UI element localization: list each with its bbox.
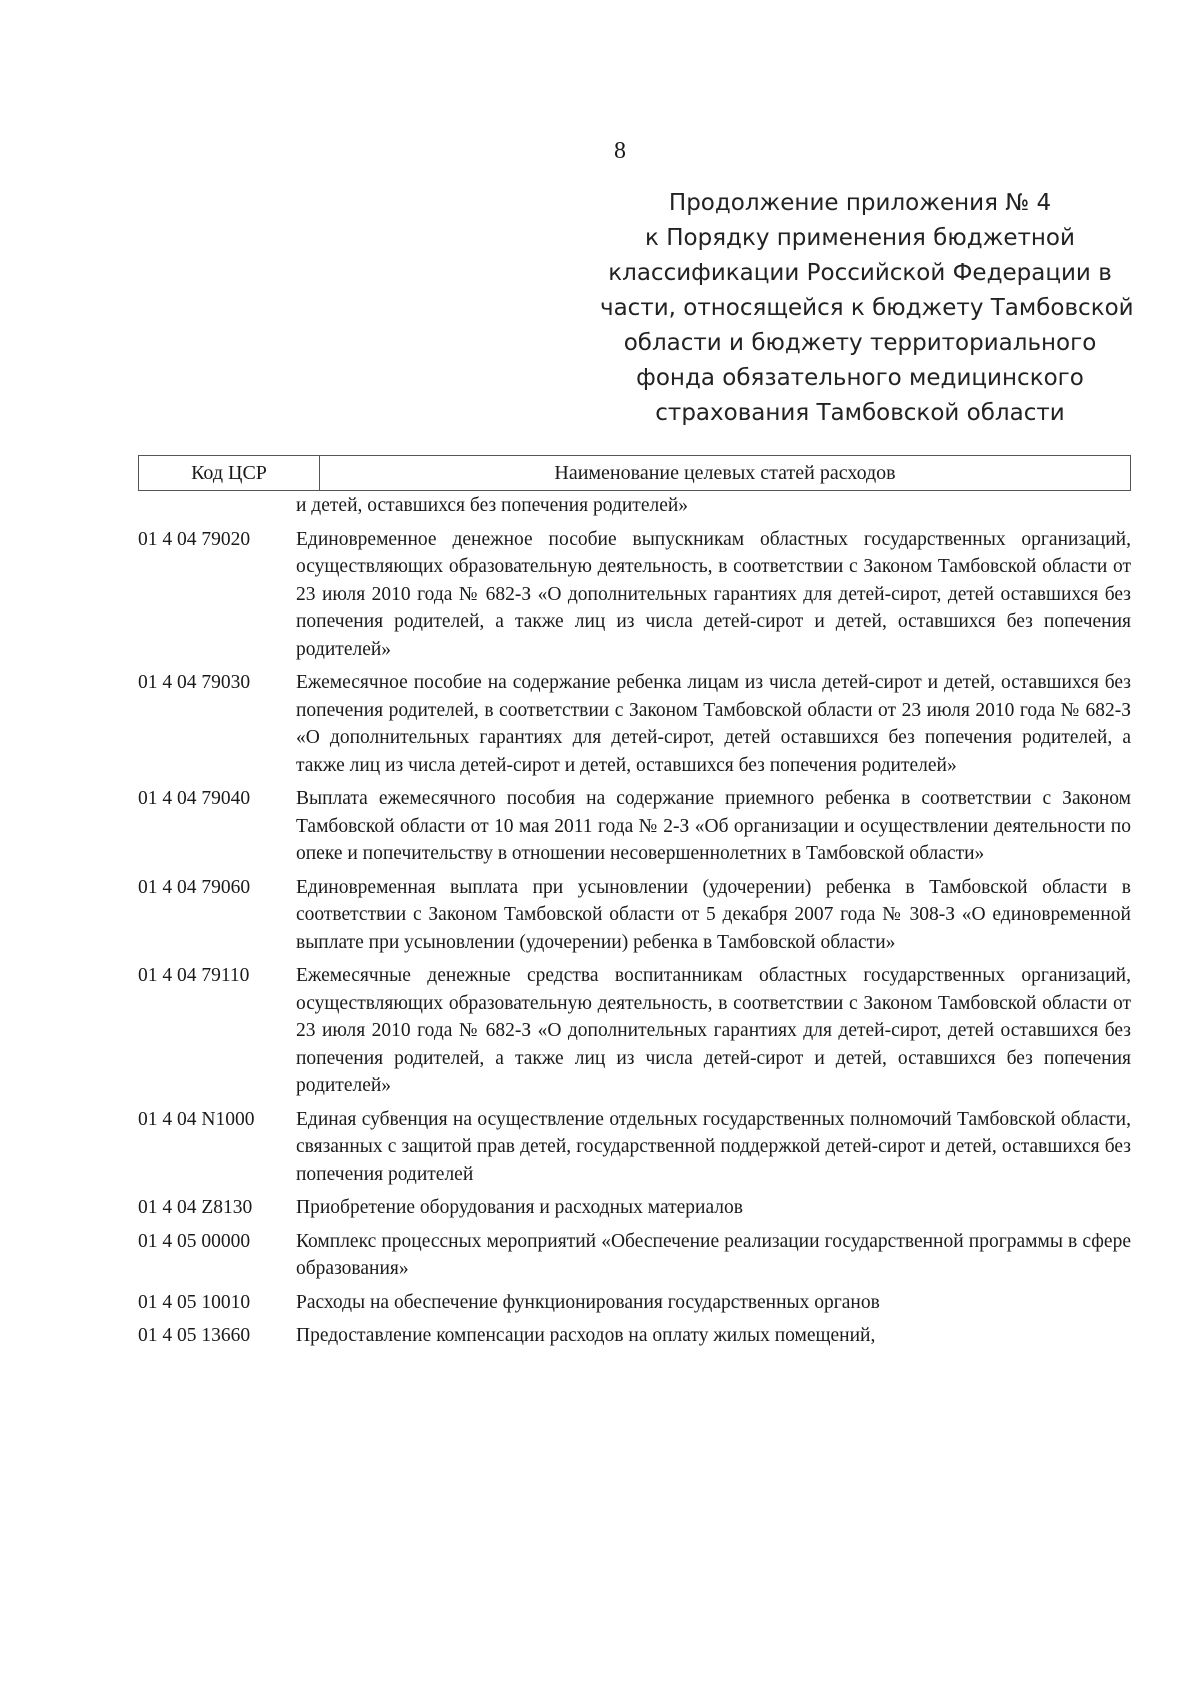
page-number: 8 <box>614 138 626 164</box>
table-header <box>138 455 1131 491</box>
row-text: Выплата ежемесячного пособия на содержание приемного ребенка в соответствии с Законом Тамбовской области от 10 мая 2011 года № 2-З «Об организации и осуществлении деятельности по опеке и попечительству в отношении несовершеннолетних в Тамбовской области» <box>296 788 1131 864</box>
appendix-header <box>600 186 1134 431</box>
table-row <box>138 1322 1131 1350</box>
table-row <box>138 492 1131 520</box>
row-text: Единовременное денежное пособие выпускникам областных государственных организаций, осуществляющих образовательную деятельность, в соответствии с Законом Тамбовской области от 23 июля 2010 года № 682-З «О дополнительных гарантиях для детей-сирот, детей оставшихся без попечения родителей, а также лиц из числа детей-сирот и детей, оставшихся без попечения родителей» <box>296 528 1131 660</box>
row-code: 01 4 05 00000 <box>138 1230 251 1252</box>
row-code: 01 4 04 Z8130 <box>138 1197 253 1218</box>
row-text: Единовременная выплата при усыновлении (удочерении) ребенка в Тамбовской области в соответствии с Законом Тамбовской области от 5 декабря 2007 года № 308-З «О единовременной выплате при усыновлении (удочерении) ребенка в Тамбовской области» <box>296 876 1131 953</box>
row-code: 01 4 05 10010 <box>138 1291 251 1313</box>
row-code: 01 4 04 79030 <box>138 672 251 693</box>
appendix-header-line: классификации Российской Федерации в <box>608 260 1112 286</box>
row-text: Комплекс процессных мероприятий «Обеспечение реализации государственной программы в сфере образования» <box>296 1230 1131 1279</box>
table-row <box>138 874 1131 957</box>
table-row <box>138 962 1131 1100</box>
table-row <box>138 669 1131 779</box>
row-code: 01 4 04 79110 <box>138 965 250 986</box>
table-body <box>138 492 1131 1356</box>
row-text: Предоставление компенсации расходов на оплату жилых помещений, <box>296 1325 876 1346</box>
row-code: 01 4 05 13660 <box>138 1325 251 1346</box>
row-text: Ежемесячное пособие на содержание ребенка лицам из числа детей-сирот и детей, оставшихся без попечения родителей, в соответствии с Законом Тамбовской области от 23 июля 2010 года № 682-З «О дополнительных гарантиях для детей-сирот, детей оставшихся без попечения родителей, а также лиц из числа детей-сирот и детей, оставшихся без попечения родителей» <box>296 672 1131 776</box>
appendix-header-line: фонда обязательного медицинского <box>636 365 1084 391</box>
table-row <box>138 1106 1131 1189</box>
row-code: 01 4 04 N1000 <box>138 1108 255 1130</box>
column-header-code: Код ЦСР <box>139 456 320 490</box>
row-text: Приобретение оборудования и расходных материалов <box>296 1197 743 1218</box>
appendix-header-line: области и бюджету территориального <box>623 330 1097 356</box>
table-row <box>138 1228 1131 1283</box>
row-code: 01 4 04 79020 <box>138 528 251 550</box>
row-text: и детей, оставшихся без попечения родителей» <box>296 495 689 516</box>
row-text: Расходы на обеспечение функционирования государственных органов <box>296 1291 880 1313</box>
appendix-header-line: страхования Тамбовской области <box>655 400 1065 426</box>
table-row <box>138 1289 1131 1317</box>
column-header-name: Наименование целевых статей расходов <box>554 462 896 484</box>
row-text: Единая субвенция на осуществление отдельных государственных полномочий Тамбовской области, связанных с защитой прав детей, государственной поддержкой детей-сирот и детей, оставшихся без попечения родителей <box>296 1108 1131 1185</box>
row-code: 01 4 04 79040 <box>138 788 251 809</box>
table-row <box>138 785 1131 868</box>
table-row <box>138 1194 1131 1222</box>
appendix-header-line: части, относящейся к бюджету Тамбовской <box>600 295 1134 321</box>
row-code: 01 4 04 79060 <box>138 876 251 898</box>
row-code <box>138 492 296 520</box>
row-text: Ежемесячные денежные средства воспитанникам областных государственных организаций, осуществляющих образовательную деятельность, в соответствии с Законом Тамбовской области от 23 июля 2010 года № 682-З «О дополнительных гарантиях для детей-сирот, детей оставшихся без попечения родителей, а также лиц из числа детей-сирот и детей, оставшихся без попечения родителей» <box>296 965 1131 1096</box>
appendix-header-line: к Порядку применения бюджетной <box>645 225 1075 251</box>
appendix-header-line: Продолжение приложения № 4 <box>668 190 1052 216</box>
table-row <box>138 526 1131 664</box>
